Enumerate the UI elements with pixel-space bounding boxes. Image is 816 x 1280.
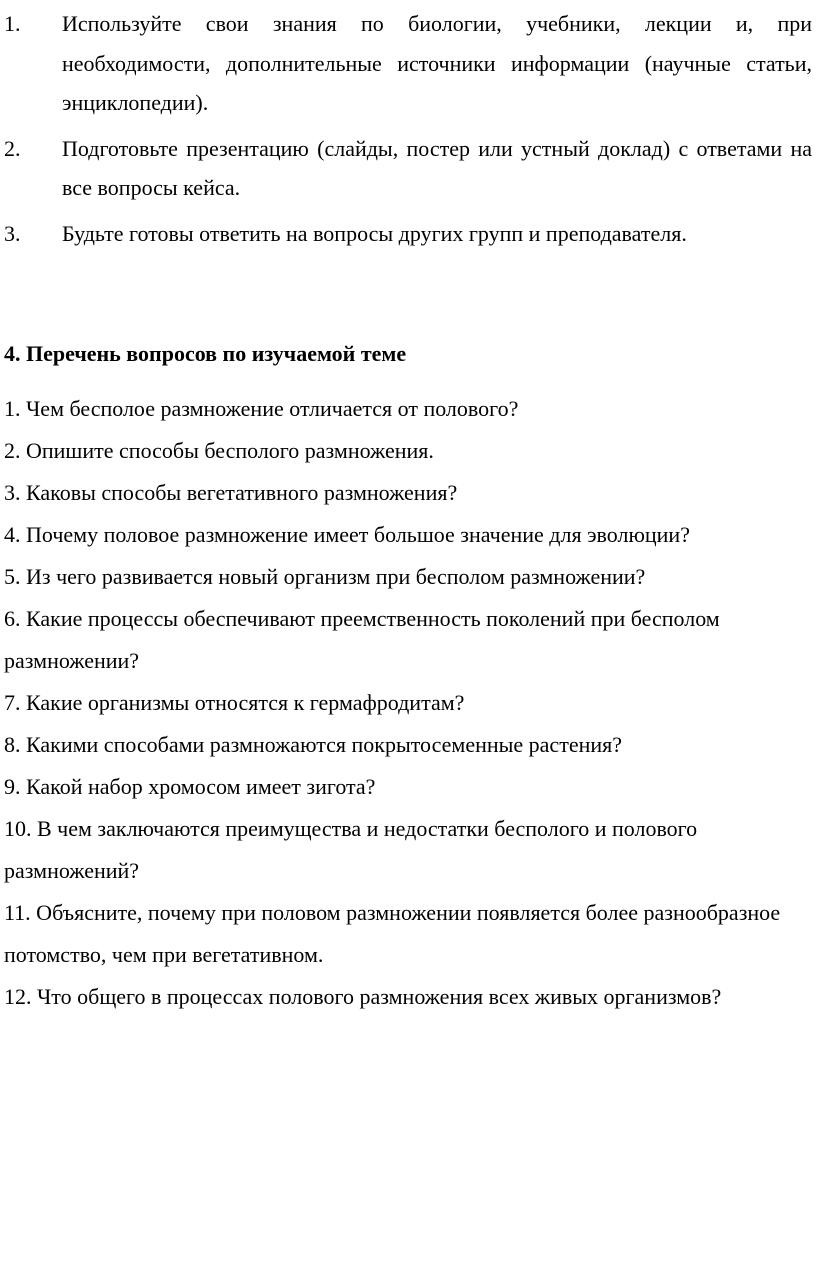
questions-list — [4, 388, 812, 1018]
item-number: 3. — [4, 220, 21, 246]
instruction-item — [0, 4, 812, 123]
item-number: 2. — [4, 135, 21, 161]
question-item: 7. Какие организмы относятся к гермафродитам? — [4, 690, 465, 715]
question-item: 11. Объясните, почему при половом размножении появляется более разнообразное потомство, чем при вегетативном. — [4, 900, 781, 967]
section-heading: 4. Перечень вопросов по изучаемой теме — [4, 341, 407, 366]
question-item: 9. Какой набор хромосом имеет зигота? — [4, 774, 376, 799]
question-item: 3. Каковы способы вегетативного размножения? — [4, 480, 458, 505]
item-text: Используйте свои знания по биологии, учебники, лекции и, при необходимости, дополнительные источники информации (научные статьи, энциклопедии). — [62, 11, 812, 115]
question-item: 12. Что общего в процессах полового размножения всех живых организмов? — [4, 984, 722, 1009]
question-item: 8. Какими способами размножаются покрытосеменные растения? — [4, 732, 623, 757]
question-item: 6. Какие процессы обеспечивают преемственность поколений при бесполом размножении? — [4, 606, 720, 673]
question-item: 10. В чем заключаются преимущества и недостатки бесполого и полового размножений? — [4, 816, 698, 883]
question-item: 4. Почему половое размножение имеет большое значение для эволюции? — [4, 522, 690, 547]
instructions-list — [0, 4, 812, 259]
instruction-item — [0, 214, 812, 254]
question-item: 2. Опишите способы бесполого размножения. — [4, 438, 434, 463]
instruction-item — [0, 129, 812, 208]
question-item: 1. Чем бесполое размножение отличается от полового? — [4, 396, 519, 421]
question-item: 5. Из чего развивается новый организм при бесполом размножении? — [4, 564, 646, 589]
item-number: 1. — [4, 11, 21, 36]
item-text: Подготовьте презентацию (слайды, постер или устный доклад) с ответами на все вопросы кейса. — [62, 135, 812, 200]
item-text: Будьте готовы ответить на вопросы других групп и преподавателя. — [62, 220, 687, 246]
